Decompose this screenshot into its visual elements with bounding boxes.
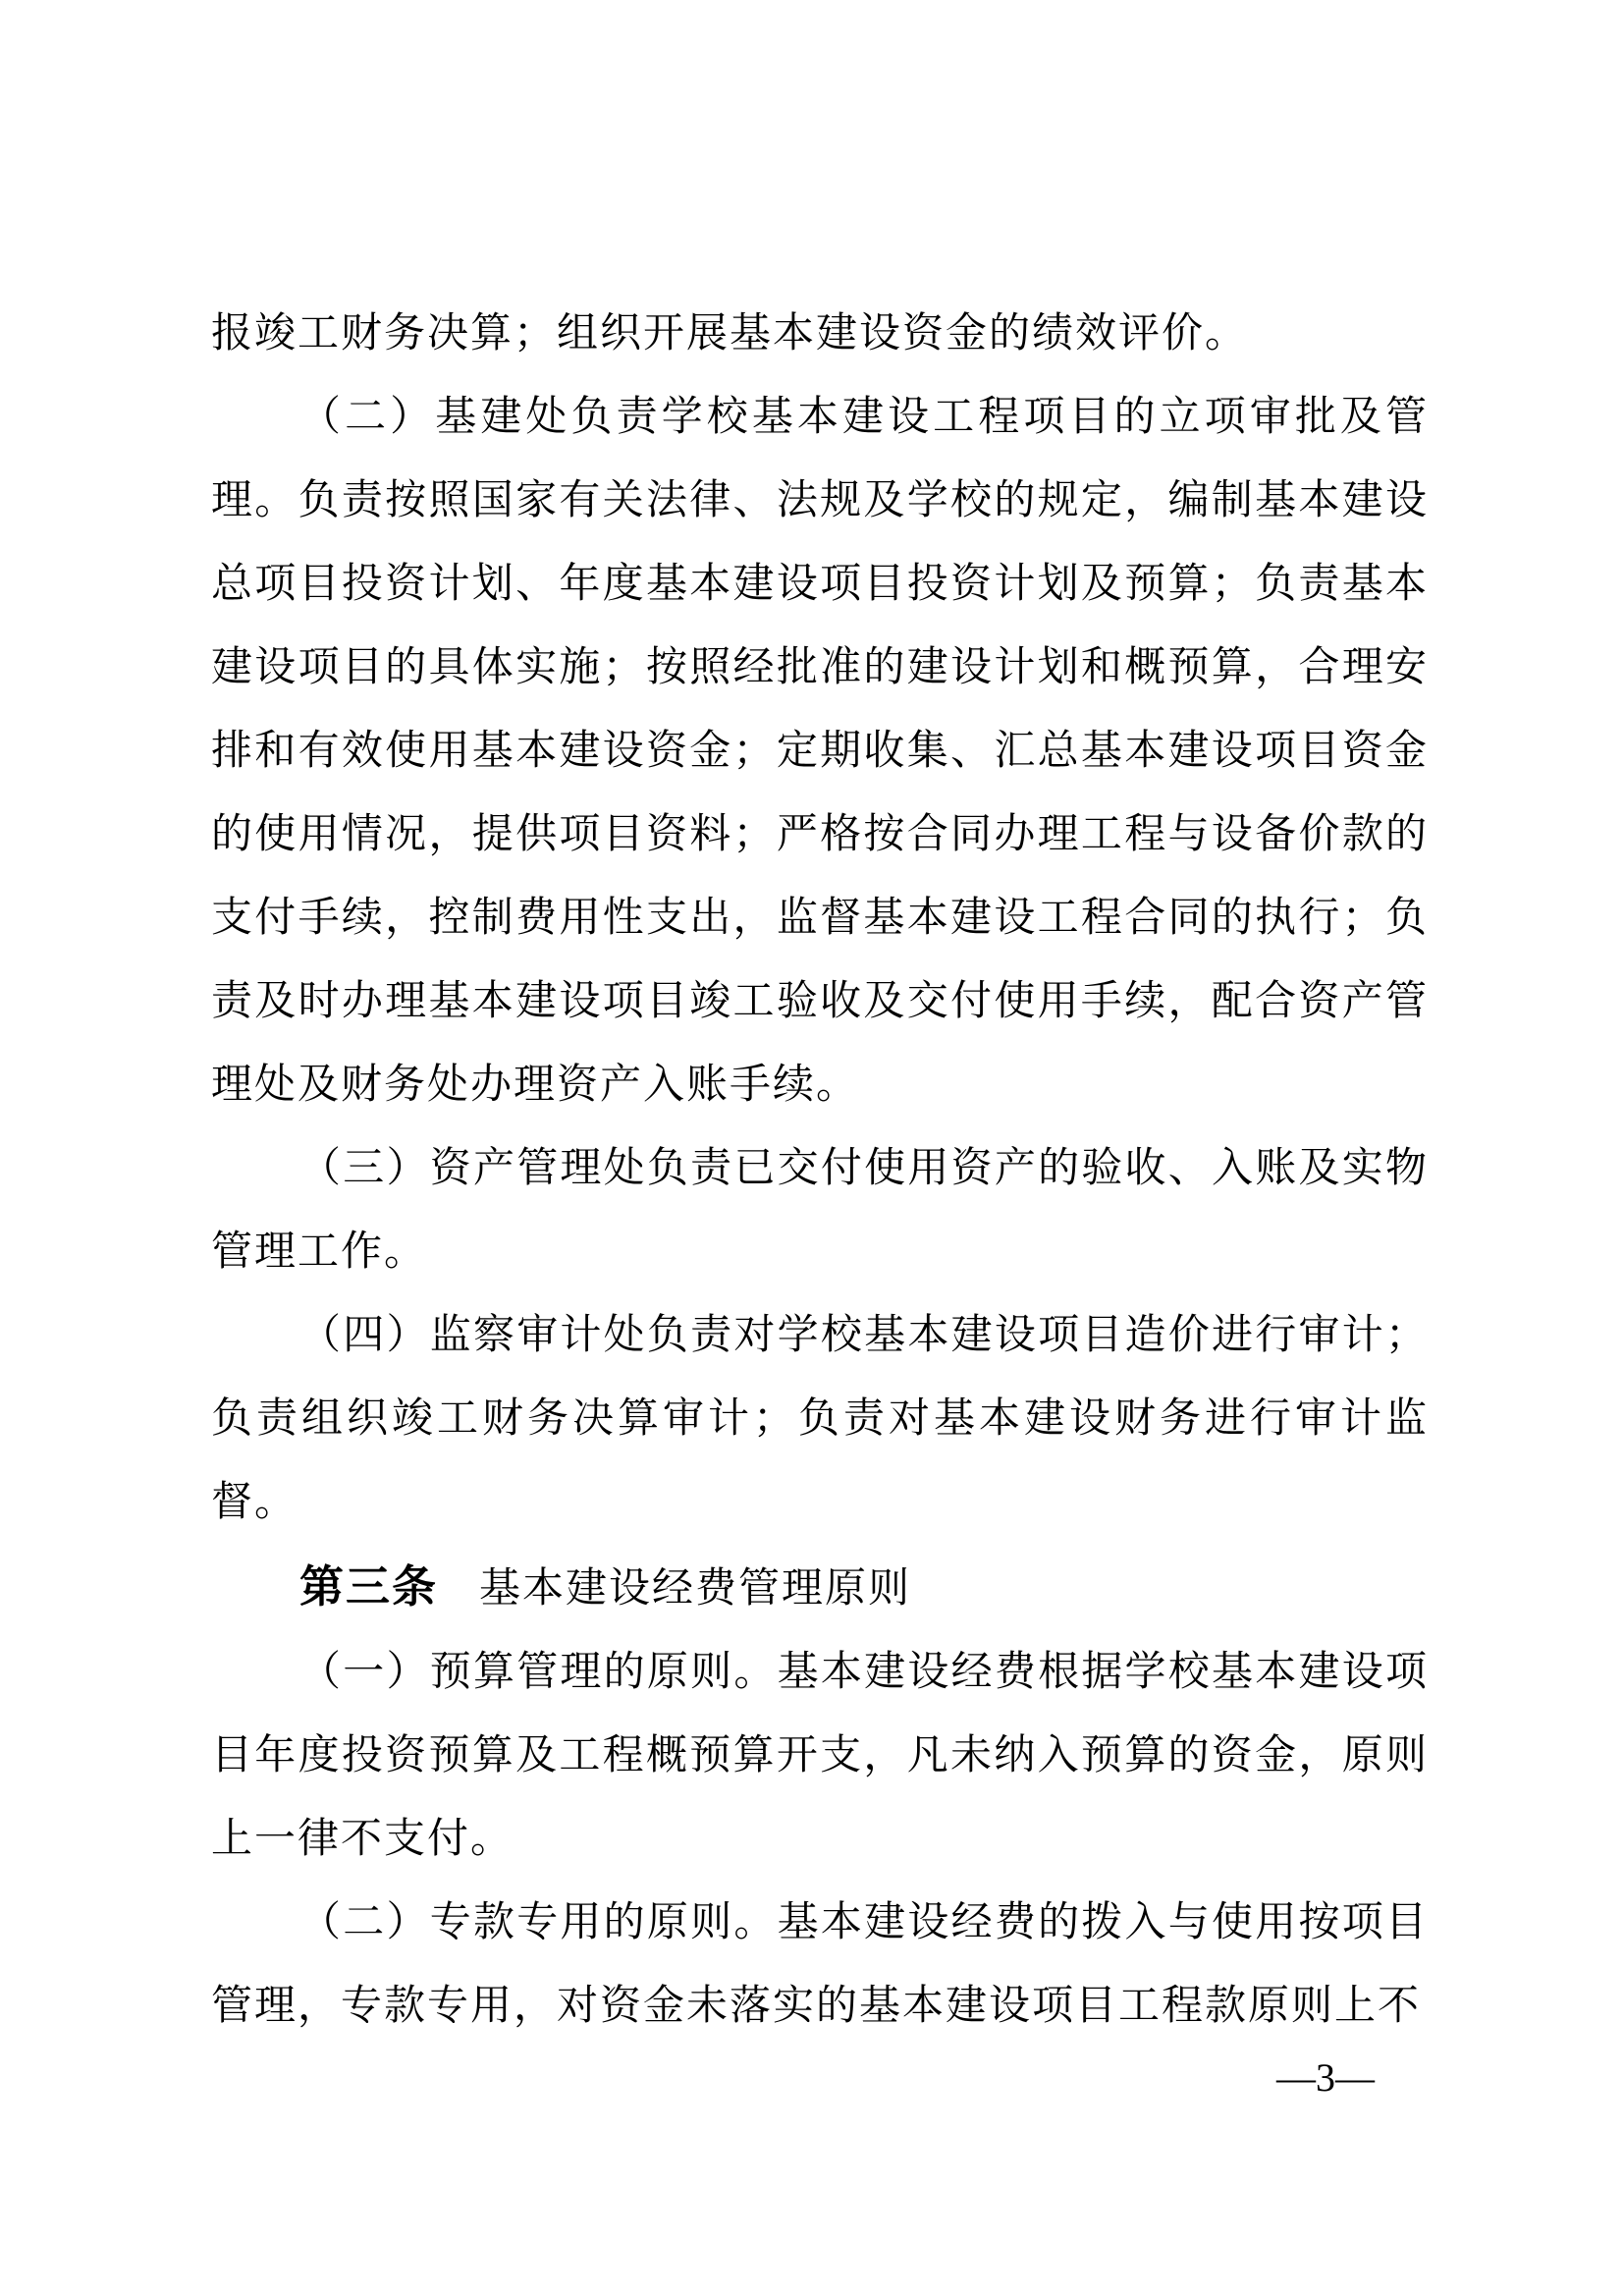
paragraph-principle-1: （一）预算管理的原则。基本建设经费根据学校基本建设项目年度投资预算及工程概预算开支，凡未纳入预算的资金，原则上一律不支付。 [211, 1650, 1429, 1862]
paragraph-principle-2: （二）专款专用的原则。基本建设经费的拨入与使用按项目管理，专款专用，对资金未落实的基本建设项目工程款原则上不 [211, 1900, 1429, 2029]
paragraph-item-3: （三）资产管理处负责已交付使用资产的验收、入账及实物管理工作。 [211, 1146, 1429, 1275]
section-heading [211, 1545, 1429, 1631]
paragraph-item-4: （四）监察审计处负责对学校基本建设项目造价进行审计；负责组织竣工财务决算审计；负责对基本建设财务进行审计监督。 [211, 1313, 1429, 1525]
paragraph-item-2: （二）基建处负责学校基本建设工程项目的立项审批及管理。负责按照国家有关法律、法规及学校的规定，编制基本建设总项目投资计划、年度基本建设项目投资计划及预算；负责基本建设项目的具体实施；按照经批准的建设计划和概预算，合理安排和有效使用基本建设资金；定期收集、汇总基本建设项目资金的使用情况，提供项目资料；严格按合同办理工程与设备价款的支付手续，控制费用性支出，监督基本建设工程合同的执行；负责及时办理基本建设项目竣工验收及交付使用手续，配合资产管理处及财务处办理资产入账手续。 [211, 395, 1429, 1108]
paragraph-continuation: 报竣工财务决算；组织开展基本建设资金的绩效评价。 [211, 311, 1249, 356]
page-number: —3— [1276, 2055, 1375, 2100]
section-heading-title: 基本建设经费管理原则 [479, 1566, 912, 1612]
section-heading-number: 第三条 [299, 1561, 439, 1612]
document-body [211, 293, 1429, 2049]
